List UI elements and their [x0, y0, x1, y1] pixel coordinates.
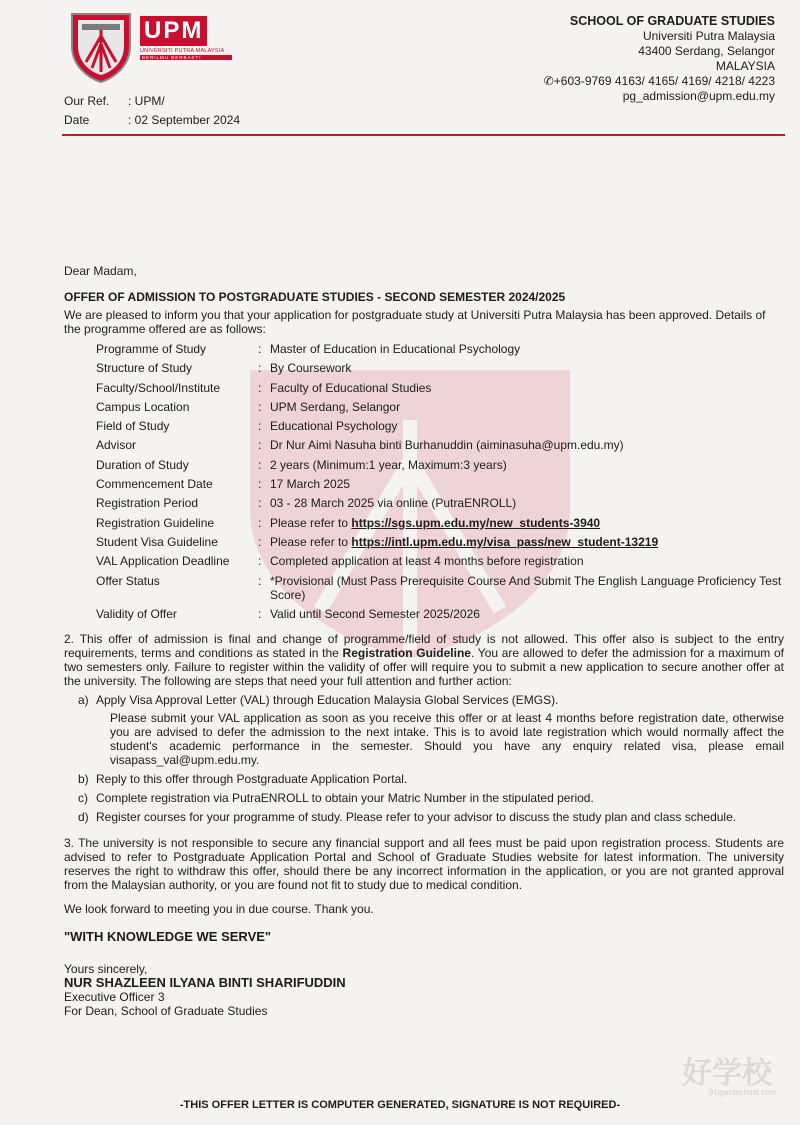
detail-label: Offer Status [96, 573, 160, 588]
address-line: Universiti Putra Malaysia [642, 29, 775, 43]
detail-row: Registration Period : 03 - 28 March 2025 via online (PutraENROLL) [96, 496, 784, 515]
letter-body [64, 264, 784, 1018]
detail-row: VAL Application Deadline : Completed application at least 4 months before registration [96, 554, 784, 573]
action-steps [78, 693, 784, 824]
upm-shield-logo [68, 10, 134, 84]
detail-value: By Coursework [270, 361, 352, 376]
sign-off: Yours sincerely, [64, 961, 148, 976]
detail-label: Duration of Study [96, 457, 189, 472]
step-item: a) Apply Visa Approval Letter (VAL) through Education Malaysia Global Services (EMGS). [78, 692, 559, 707]
detail-value: UPM Serdang, Selangor [270, 399, 401, 414]
motto: "WITH KNOWLEDGE WE SERVE" [64, 928, 272, 944]
upm-wordmark [140, 16, 232, 60]
registration-guideline-ref: Registration Guideline [342, 645, 471, 660]
signer-name: NUR SHAZLEEN ILYANA BINTI SHARIFUDDIN [64, 974, 346, 990]
detail-row: Registration Guideline : Please refer to https://sgs.upm.edu.my/new_students-3940 [96, 516, 784, 535]
logo-text: UPM [140, 16, 207, 46]
detail-row: Duration of Study : 2 years (Minimum:1 year, Maximum:3 years) [96, 458, 784, 477]
paragraph-2: 2. This offer of admission is final and change of programme/field of study is not allowed. This offer also is subject to the entry requirements, terms and conditions as stated in the Registration Guideline. You are allowed to defer the admission for a maximum of two semesters only. Failure to register within the validity of offer will require you to submit a new application to secure another offer at the university. The following are steps that need your full attention and further action: [64, 631, 784, 688]
detail-label: Programme of Study [96, 342, 207, 356]
phone-line [544, 74, 775, 89]
detail-row: Student Visa Guideline : Please refer to https://intl.upm.edu.my/visa_pass/new_student-13219 [96, 535, 784, 554]
logo-sub: UNIVERSITI PUTRA MALAYSIA [140, 48, 225, 54]
detail-row: Validity of Offer : Valid until Second Semester 2025/2026 [96, 607, 784, 626]
detail-row: Programme of Study : Master of Education in Educational Psychology [96, 342, 784, 361]
site-watermark-url: 91goodschool.com [708, 1088, 776, 1097]
detail-label: Student Visa Guideline [96, 534, 218, 549]
phone-number: +603-9769 4163/ 4165/ 4169/ 4218/ 4223 [553, 74, 775, 88]
detail-label: Advisor [96, 438, 137, 453]
detail-value: *Provisional (Must Pass Prerequisite Course And Submit The English Language Proficiency Test Score) [270, 573, 782, 602]
detail-row: Structure of Study : By Coursework [96, 361, 784, 380]
date-label: Date [64, 113, 90, 127]
address-line: 43400 Serdang, Selangor [638, 44, 775, 58]
detail-row: Offer Status : *Provisional (Must Pass Prerequisite Course And Submit The English Language Proficiency Test Score) [96, 574, 784, 607]
intro-paragraph: We are pleased to inform you that your application for postgraduate study at Universiti Putra Malaysia has been approved. Details of the programme offered are as follows: [64, 308, 766, 336]
logo-tagline: BERILMU BERBAKTI [140, 55, 232, 60]
our-ref-value: : UPM/ [128, 94, 165, 108]
step-item: c) Complete registration via PutraENROLL to obtain your Matric Number in the stipulated period. [78, 790, 594, 805]
address-line: MALAYSIA [715, 59, 775, 73]
email-line: pg_admission@upm.edu.my [622, 89, 775, 103]
letterhead-address [544, 14, 775, 104]
site-watermark: 好学校 [682, 1057, 772, 1090]
detail-value: Please refer to https://sgs.upm.edu.my/new_students-3940 [270, 515, 601, 530]
detail-label: Faculty/School/Institute [96, 380, 221, 395]
header-divider [62, 134, 785, 136]
signer-org: For Dean, School of Graduate Studies [64, 1003, 268, 1018]
visa-guideline-link[interactable]: https://intl.upm.edu.my/visa_pass/new_student-13219 [351, 534, 659, 549]
paragraph-3: 3. The university is not responsible to secure any financial support and all fees must be paid upon registration process. Students are advised to refer to Postgraduate Application Portal and School of Graduate Studies website for latest information. The university reserves the right to withdraw this offer, should there be any incorrect information in the application, or you are not granted approval from the Malaysian authority, or you are found not fit to study due to medical condition. [64, 835, 784, 892]
detail-value: 03 - 28 March 2025 via online (PutraENROLL) [270, 496, 517, 511]
date-value: : 02 September 2024 [128, 113, 241, 127]
detail-row: Faculty/School/Institute : Faculty of Educational Studies [96, 381, 784, 400]
detail-value: Faculty of Educational Studies [270, 380, 432, 395]
detail-value: Dr Nur Aimi Nasuha binti Burhanuddin (aiminasuha@upm.edu.my) [270, 438, 624, 453]
school-name: SCHOOL OF GRADUATE STUDIES [569, 14, 775, 28]
programme-details [96, 342, 784, 626]
reference-block [64, 92, 240, 130]
footer-note: -THIS OFFER LETTER IS COMPUTER GENERATED, SIGNATURE IS NOT REQUIRED- [179, 1099, 621, 1111]
detail-label: Registration Period [96, 496, 199, 511]
step-item: b) Reply to this offer through Postgraduate Application Portal. [78, 771, 408, 786]
registration-guideline-link[interactable]: https://sgs.upm.edu.my/new_students-3940 [351, 515, 601, 530]
detail-value: Master of Education in Educational Psychology [270, 342, 521, 356]
salutation: Dear Madam, [64, 264, 137, 278]
detail-row: Campus Location : UPM Serdang, Selangor [96, 400, 784, 419]
detail-label: Registration Guideline [96, 515, 215, 530]
phone-icon: ✆ [543, 74, 554, 88]
detail-value: Valid until Second Semester 2025/2026 [270, 606, 480, 621]
detail-value: Completed application at least 4 months before registration [270, 554, 584, 569]
detail-label: Field of Study [96, 419, 170, 434]
detail-row: Field of Study : Educational Psychology [96, 419, 784, 438]
detail-value: 17 March 2025 [270, 477, 351, 492]
detail-label: VAL Application Deadline [96, 554, 230, 569]
detail-row: Commencement Date : 17 March 2025 [96, 477, 784, 496]
signer-title: Executive Officer 3 [64, 989, 165, 1004]
detail-value: Educational Psychology [270, 419, 398, 434]
detail-label: Structure of Study [96, 361, 193, 376]
detail-label: Commencement Date [96, 477, 213, 492]
detail-label: Validity of Offer [96, 606, 177, 621]
step-item: d) Register courses for your programme of study. Please refer to your advisor to discuss the study plan and class schedule. [78, 809, 737, 824]
detail-label: Campus Location [96, 399, 190, 414]
step-a-note: Please submit your VAL application as soon as you receive this offer or at least 4 months before registration date, otherwise you are advised to defer the admission to the next intake. This is to avoid late registration which would normally affect the student's academic performance in the semester. Should you have any enquiry related visa, please email visapass_val@upm.edu.my. [110, 710, 784, 767]
detail-value: 2 years (Minimum:1 year, Maximum:3 years) [270, 457, 507, 472]
detail-value: Please refer to https://intl.upm.edu.my/visa_pass/new_student-13219 [270, 534, 659, 549]
our-ref-label: Our Ref. [64, 94, 110, 108]
detail-row: Advisor : Dr Nur Aimi Nasuha binti Burhanuddin (aiminasuha@upm.edu.my) [96, 438, 784, 457]
letter-subject: OFFER OF ADMISSION TO POSTGRADUATE STUDIES - SECOND SEMESTER 2024/2025 [64, 290, 566, 304]
closing-remark: We look forward to meeting you in due course. Thank you. [64, 901, 374, 916]
